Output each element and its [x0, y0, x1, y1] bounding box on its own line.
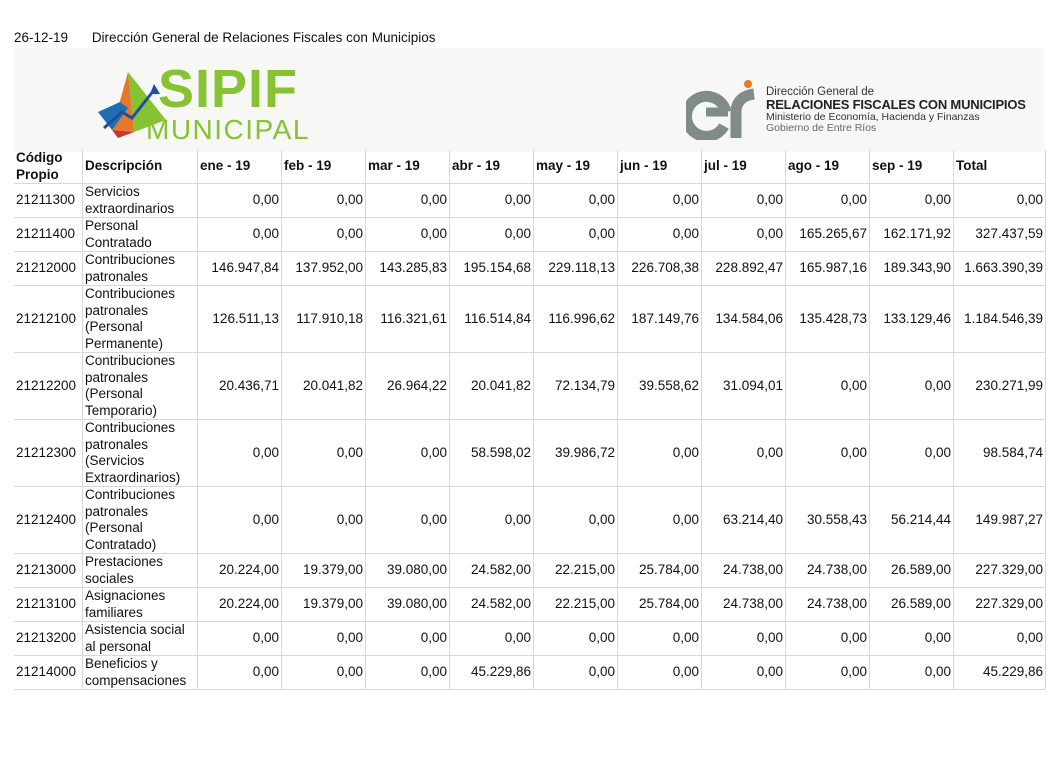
month-value-cell: 0,00 [198, 622, 282, 656]
page-header-line [14, 30, 435, 45]
dgrfm-logo [686, 78, 1026, 142]
month-value-cell: 24.738,00 [702, 588, 786, 622]
row-total-cell: 45.229,86 [954, 656, 1046, 690]
month-value-cell: 19.379,00 [282, 554, 366, 588]
table-row [14, 588, 1046, 622]
month-value-cell: 0,00 [282, 656, 366, 690]
month-value-cell: 0,00 [198, 218, 282, 252]
month-value-cell: 0,00 [366, 184, 450, 218]
col-header-sep: sep - 19 [870, 150, 954, 184]
month-value-cell: 20.224,00 [198, 588, 282, 622]
row-description: Asignaciones familiares [83, 588, 198, 622]
month-value-cell: 19.379,00 [282, 588, 366, 622]
row-description: Prestaciones sociales [83, 554, 198, 588]
month-value-cell: 0,00 [870, 353, 954, 420]
table-row [14, 622, 1046, 656]
month-value-cell: 24.738,00 [786, 588, 870, 622]
month-value-cell: 20.436,71 [198, 353, 282, 420]
month-value-cell: 0,00 [282, 420, 366, 487]
month-value-cell: 0,00 [450, 184, 534, 218]
month-value-cell: 0,00 [366, 656, 450, 690]
table-row [14, 353, 1046, 420]
month-value-cell: 39.080,00 [366, 588, 450, 622]
month-value-cell: 25.784,00 [618, 554, 702, 588]
month-value-cell: 116.996,62 [534, 286, 618, 353]
month-value-cell: 0,00 [618, 487, 702, 554]
month-value-cell: 0,00 [786, 420, 870, 487]
row-description: Beneficios y compensaciones [83, 656, 198, 690]
table-row [14, 218, 1046, 252]
month-value-cell: 117.910,18 [282, 286, 366, 353]
row-code: 21211400 [14, 218, 83, 252]
month-value-cell: 0,00 [702, 420, 786, 487]
month-value-cell: 58.598,02 [450, 420, 534, 487]
month-value-cell: 0,00 [198, 184, 282, 218]
dgrfm-line3: Ministerio de Economía, Hacienda y Finanzas [766, 110, 980, 123]
row-description: Contribuciones patronales (Personal Contratado) [83, 487, 198, 554]
month-value-cell: 39.986,72 [534, 420, 618, 487]
month-value-cell: 133.129,46 [870, 286, 954, 353]
month-value-cell: 24.582,00 [450, 588, 534, 622]
month-value-cell: 0,00 [870, 656, 954, 690]
col-header-jul: jul - 19 [702, 150, 786, 184]
month-value-cell: 0,00 [282, 184, 366, 218]
month-value-cell: 0,00 [618, 420, 702, 487]
sipif-wordmark: SIPIF [158, 59, 299, 119]
month-value-cell: 22.215,00 [534, 554, 618, 588]
row-code: 21212000 [14, 252, 83, 286]
row-total-cell: 1.663.390,39 [954, 252, 1046, 286]
month-value-cell: 0,00 [450, 218, 534, 252]
col-header-mar: mar - 19 [366, 150, 450, 184]
table-body [14, 184, 1046, 690]
col-header-abr: abr - 19 [450, 150, 534, 184]
col-header-jun: jun - 19 [618, 150, 702, 184]
row-code: 21212100 [14, 286, 83, 353]
month-value-cell: 0,00 [450, 487, 534, 554]
month-value-cell: 0,00 [282, 487, 366, 554]
logo-banner [14, 48, 1044, 152]
month-value-cell: 20.041,82 [282, 353, 366, 420]
row-total-cell: 227.329,00 [954, 554, 1046, 588]
month-value-cell: 146.947,84 [198, 252, 282, 286]
month-value-cell: 0,00 [366, 420, 450, 487]
month-value-cell: 0,00 [534, 487, 618, 554]
row-code: 21213000 [14, 554, 83, 588]
row-code: 21213100 [14, 588, 83, 622]
month-value-cell: 0,00 [702, 622, 786, 656]
month-value-cell: 0,00 [870, 184, 954, 218]
row-code: 21214000 [14, 656, 83, 690]
month-value-cell: 116.514,84 [450, 286, 534, 353]
month-value-cell: 0,00 [702, 656, 786, 690]
month-value-cell: 25.784,00 [618, 588, 702, 622]
month-value-cell: 0,00 [870, 420, 954, 487]
table-row [14, 554, 1046, 588]
row-description: Contribuciones patronales (Servicios Extraordinarios) [83, 420, 198, 487]
col-header-ago: ago - 19 [786, 150, 870, 184]
col-header-feb: feb - 19 [282, 150, 366, 184]
month-value-cell: 0,00 [702, 218, 786, 252]
row-description: Contribuciones patronales [83, 252, 198, 286]
municipal-wordmark: MUNICIPAL [146, 114, 310, 145]
row-total-cell: 1.184.546,39 [954, 286, 1046, 353]
report-title: Dirección General de Relaciones Fiscales con Municipios [91, 30, 436, 45]
row-total-cell: 327.437,59 [954, 218, 1046, 252]
month-value-cell: 63.214,40 [702, 487, 786, 554]
row-code: 21213200 [14, 622, 83, 656]
month-value-cell: 137.952,00 [282, 252, 366, 286]
month-value-cell: 31.094,01 [702, 353, 786, 420]
month-value-cell: 0,00 [786, 656, 870, 690]
month-value-cell: 162.171,92 [870, 218, 954, 252]
col-header-descripcion: Descripción [83, 150, 198, 184]
month-value-cell: 165.265,67 [786, 218, 870, 252]
dgrfm-line2: RELACIONES FISCALES CON MUNICIPIOS [766, 97, 1026, 113]
month-value-cell: 0,00 [366, 487, 450, 554]
month-value-cell: 0,00 [282, 622, 366, 656]
er-emblem-icon [686, 78, 766, 140]
month-value-cell: 0,00 [618, 184, 702, 218]
month-value-cell: 45.229,86 [450, 656, 534, 690]
month-value-cell: 0,00 [366, 622, 450, 656]
month-value-cell: 228.892,47 [702, 252, 786, 286]
month-value-cell: 0,00 [618, 622, 702, 656]
row-total-cell: 149.987,27 [954, 487, 1046, 554]
month-value-cell: 226.708,38 [618, 252, 702, 286]
month-value-cell: 0,00 [282, 218, 366, 252]
dgrfm-line1: Dirección General de [766, 86, 875, 98]
table-row [14, 252, 1046, 286]
month-value-cell: 0,00 [450, 622, 534, 656]
month-value-cell: 0,00 [786, 622, 870, 656]
month-value-cell: 26.964,22 [366, 353, 450, 420]
table-row [14, 184, 1046, 218]
month-value-cell: 229.118,13 [534, 252, 618, 286]
row-description: Contribuciones patronales (Personal Permanente) [83, 286, 198, 353]
table-row [14, 420, 1046, 487]
dgrfm-line4: Gobierno de Entre Ríos [766, 121, 877, 134]
month-value-cell: 39.080,00 [366, 554, 450, 588]
month-value-cell: 126.511,13 [198, 286, 282, 353]
table-row [14, 656, 1046, 690]
table-row [14, 286, 1046, 353]
month-value-cell: 165.987,16 [786, 252, 870, 286]
month-value-cell: 24.738,00 [702, 554, 786, 588]
row-description: Servicios extraordinarios [83, 184, 198, 218]
month-value-cell: 135.428,73 [786, 286, 870, 353]
month-value-cell: 189.343,90 [870, 252, 954, 286]
row-code: 21212300 [14, 420, 83, 487]
month-value-cell: 56.214,44 [870, 487, 954, 554]
col-header-codigo: Código Propio [14, 150, 83, 184]
month-value-cell: 0,00 [366, 218, 450, 252]
row-total-cell: 98.584,74 [954, 420, 1046, 487]
month-value-cell: 20.224,00 [198, 554, 282, 588]
month-value-cell: 0,00 [618, 218, 702, 252]
month-value-cell: 39.558,62 [618, 353, 702, 420]
month-value-cell: 0,00 [534, 184, 618, 218]
col-header-may: may - 19 [534, 150, 618, 184]
report-date: 26-12-19 [14, 30, 69, 45]
expenditure-table [14, 150, 1046, 690]
row-total-cell: 227.329,00 [954, 588, 1046, 622]
month-value-cell: 0,00 [198, 420, 282, 487]
col-header-total: Total [954, 150, 1046, 184]
month-value-cell: 0,00 [534, 622, 618, 656]
month-value-cell: 116.321,61 [366, 286, 450, 353]
row-description: Asistencia social al personal [83, 622, 198, 656]
month-value-cell: 0,00 [702, 184, 786, 218]
month-value-cell: 187.149,76 [618, 286, 702, 353]
month-value-cell: 30.558,43 [786, 487, 870, 554]
month-value-cell: 0,00 [534, 656, 618, 690]
month-value-cell: 0,00 [534, 218, 618, 252]
month-value-cell: 26.589,00 [870, 554, 954, 588]
month-value-cell: 0,00 [198, 656, 282, 690]
month-value-cell: 26.589,00 [870, 588, 954, 622]
month-value-cell: 24.738,00 [786, 554, 870, 588]
month-value-cell: 22.215,00 [534, 588, 618, 622]
table-header-row [14, 150, 1046, 184]
row-total-cell: 230.271,99 [954, 353, 1046, 420]
col-header-ene: ene - 19 [198, 150, 282, 184]
row-code: 21211300 [14, 184, 83, 218]
row-description: Contribuciones patronales (Personal Temporario) [83, 353, 198, 420]
month-value-cell: 72.134,79 [534, 353, 618, 420]
month-value-cell: 0,00 [786, 353, 870, 420]
month-value-cell: 195.154,68 [450, 252, 534, 286]
month-value-cell: 0,00 [870, 622, 954, 656]
month-value-cell: 20.041,82 [450, 353, 534, 420]
row-code: 21212400 [14, 487, 83, 554]
row-total-cell: 0,00 [954, 184, 1046, 218]
row-code: 21212200 [14, 353, 83, 420]
month-value-cell: 143.285,83 [366, 252, 450, 286]
month-value-cell: 24.582,00 [450, 554, 534, 588]
row-total-cell: 0,00 [954, 622, 1046, 656]
month-value-cell: 0,00 [786, 184, 870, 218]
sipif-logo [98, 59, 328, 154]
month-value-cell: 0,00 [618, 656, 702, 690]
month-value-cell: 134.584,06 [702, 286, 786, 353]
month-value-cell: 0,00 [198, 487, 282, 554]
table-row [14, 487, 1046, 554]
row-description: Personal Contratado [83, 218, 198, 252]
